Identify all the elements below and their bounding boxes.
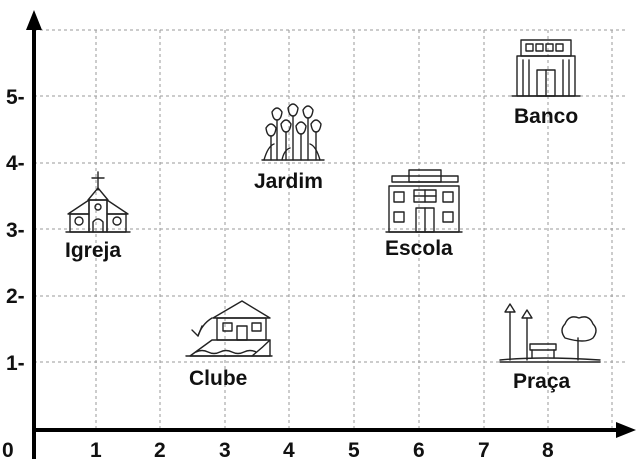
park-square-icon <box>500 304 600 362</box>
origin-label: 0 <box>2 439 14 459</box>
tulips-garden-icon <box>262 104 324 160</box>
bank-building-icon <box>512 40 580 96</box>
x-tick-label-3: 3 <box>219 439 231 459</box>
place-label-igreja: Igreja <box>65 239 122 262</box>
place-clube <box>186 301 272 390</box>
place-praca <box>500 304 600 393</box>
place-igreja <box>65 172 130 262</box>
x-tick-label-2: 2 <box>154 439 166 459</box>
x-tick-label-7: 7 <box>478 439 490 459</box>
place-label-escola: Escola <box>385 237 453 260</box>
school-building-icon <box>386 170 462 232</box>
x-tick-label-1: 1 <box>90 439 102 459</box>
y-tick-labels <box>6 86 25 375</box>
x-tick-label-6: 6 <box>413 439 425 459</box>
y-tick-label-4: 4- <box>6 152 25 175</box>
y-axis-arrow <box>26 10 42 30</box>
place-label-praca: Praça <box>513 370 571 393</box>
club-house-icon <box>186 301 272 356</box>
y-tick-label-5: 5- <box>6 86 25 109</box>
place-banco <box>512 40 580 128</box>
x-tick-label-5: 5 <box>348 439 360 459</box>
place-label-banco: Banco <box>514 105 579 128</box>
x-axis-arrow <box>616 422 636 438</box>
place-jardim <box>254 104 324 193</box>
y-tick-label-3: 3- <box>6 219 25 242</box>
x-tick-label-4: 4 <box>283 439 295 459</box>
x-tick-labels <box>90 439 554 459</box>
church-icon <box>66 172 130 232</box>
place-escola <box>385 170 462 260</box>
place-label-jardim: Jardim <box>254 170 323 193</box>
y-tick-label-2: 2- <box>6 285 25 308</box>
x-tick-label-8: 8 <box>542 439 554 459</box>
y-tick-label-1: 1- <box>6 352 25 375</box>
place-label-clube: Clube <box>189 367 248 390</box>
